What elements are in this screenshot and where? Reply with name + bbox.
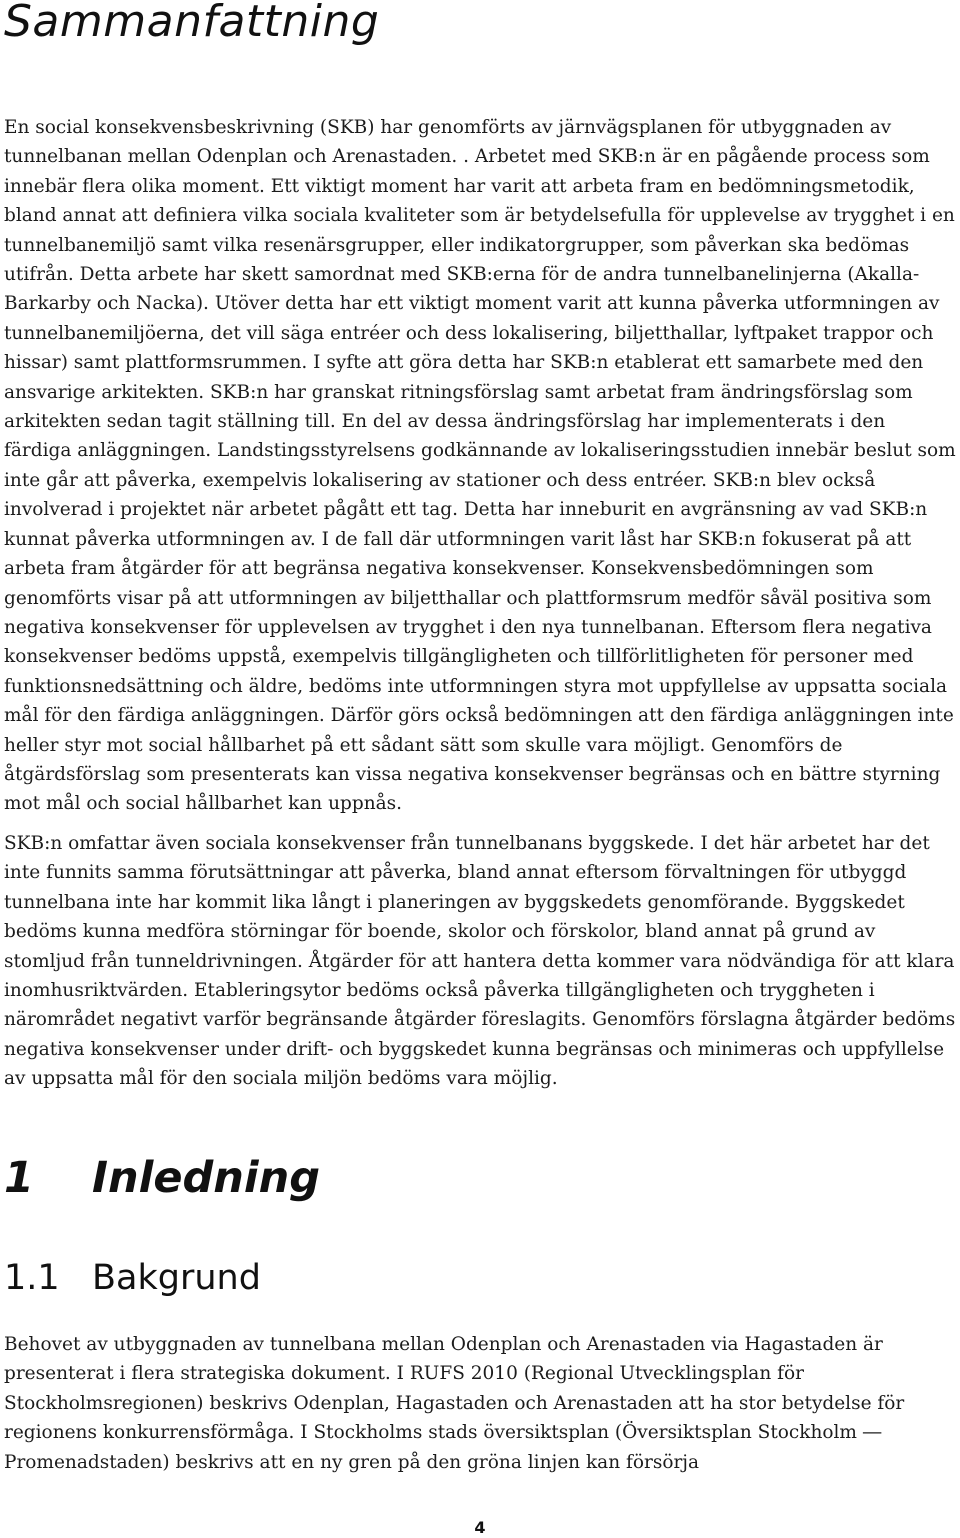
section-number: 1.1 — [4, 1258, 60, 1298]
summary-paragraph-1: En social konsekvensbeskrivning (SKB) har genomförts av järnvägsplanen för utbyggnaden av tunnelbanan mellan Odenplan och Arenastaden. . Arbetet med SKB:n är en pågående process som innebär flera olika moment. Ett viktigt moment har varit att arbeta fram en bedömningsmetodik, bland annat att definiera vilka sociala kvaliteter som är betydelsefulla för upplevelse av trygghet i en tunnelbanemiljö samt vilka resenärsgrupper, eller indikatorgrupper, som påverkan ska bedömas utifrån. Detta arbete har skett samordnat med SKB:erna för de andra tunnelbanelinjerna (Akalla-Barkarby och Nacka). Utöver detta har ett viktigt moment varit att kunna påverka utformningen av tunnelbanemiljöerna, det vill säga entréer och dess lokalisering, biljetthallar, lyftpaket trappor och hissar) samt plattformsrummen. I syfte att göra detta har SKB:n etablerat ett samarbete med den ansvarige arkitekten. SKB:n har granskat ritningsförslag samt arbetat fram ändringsförslag som arkitekten sedan tagit ställning till. En del av dessa ändringsförslag har implementerats i den färdiga anläggningen. Landstingsstyrelsens godkännande av lokaliseringsstudien innebär beslut som inte går att påverka, exempelvis lokalisering av stationer och dess entréer. SKB:n blev också involverad i projektet när arbetet pågått ett tag. Detta har inneburit en avgränsning av vad SKB:n kunnat påverka utformningen av. I de fall där utformningen varit låst har SKB:n fokuserat på att arbeta fram åtgärder för att begränsa negativa konsekvenser. Konsekvensbedömningen som genomförts visar på att utformningen av biljetthallar och plattformsrum medför såväl positiva som negativa konsekvenser för upplevelsen av trygghet i den nya tunnelbanan. Eftersom flera negativa konsekvenser bedöms uppstå, exempelvis tillgängligheten och tillförlitligheten för personer med funktionsnedsättning och äldre, bedöms inte utformningen styra mot uppfyllelse av uppsatta sociala mål för den färdiga anläggningen. Därför görs också bedömningen att den färdiga anläggningen inte heller styr mot social hållbarhet på ett sådant sätt som skulle vara möjligt. Genomförs de åtgärdsförslag som presenterats kan vissa negativa konsekvenser begränsas och en bättre styrning mot mål och social hållbarhet kan uppnås. — [4, 117, 956, 815]
background-paragraph: Behovet av utbyggnaden av tunnelbana mellan Odenplan och Arenastaden via Hagastaden är presenterat i flera strategiska dokument. I RUFS 2010 (Regional Utvecklingsplan för Stockholmsregionen) beskrivs Odenplan, Hagastaden och Arenastaden att ha stor betydelse för regionens konkurrensförmåga. I Stockholms stads översiktsplan (Översiktsplan Stockholm ― Promenadstaden) beskrivs att en ny gren på den gröna linjen kan försörja — [4, 1334, 905, 1473]
summary-heading: Sammanfattning — [4, 0, 380, 47]
chapter-title: Inledning — [92, 1153, 321, 1203]
chapter-number: 1 — [4, 1153, 34, 1203]
section-heading — [4, 1254, 261, 1302]
summary-paragraph-2: SKB:n omfattar även sociala konsekvenser från tunnelbanans byggskede. I det här arbetet har det inte funnits samma förutsättningar att påverka, bland annat eftersom förvaltningen för utbyggd tunnelbana inte har kommit lika långt i planeringen av byggskedets genomförande. Byggskedet bedöms kunna medföra störningar för boende, skolor och förskolor, bland annat på grund av stomljud från tunneldrivningen. Åtgärder för att hantera detta kommer vara nödvändiga för att klara inomhusriktvärden. Etableringsytor bedöms också påverka tillgängligheten och tryggheten i närområdet negativt varför begränsande åtgärder föreslagits. Genomförs förslagna åtgärder bedöms negativa konsekvenser under drift- och byggskedet kunna begränsas och minimeras och uppfyllelse av uppsatta mål för den sociala miljön bedöms vara möjlig. — [4, 833, 956, 1090]
page-number: 4 — [474, 1518, 486, 1537]
chapter-heading — [4, 1148, 320, 1208]
section-title: Bakgrund — [92, 1258, 261, 1298]
